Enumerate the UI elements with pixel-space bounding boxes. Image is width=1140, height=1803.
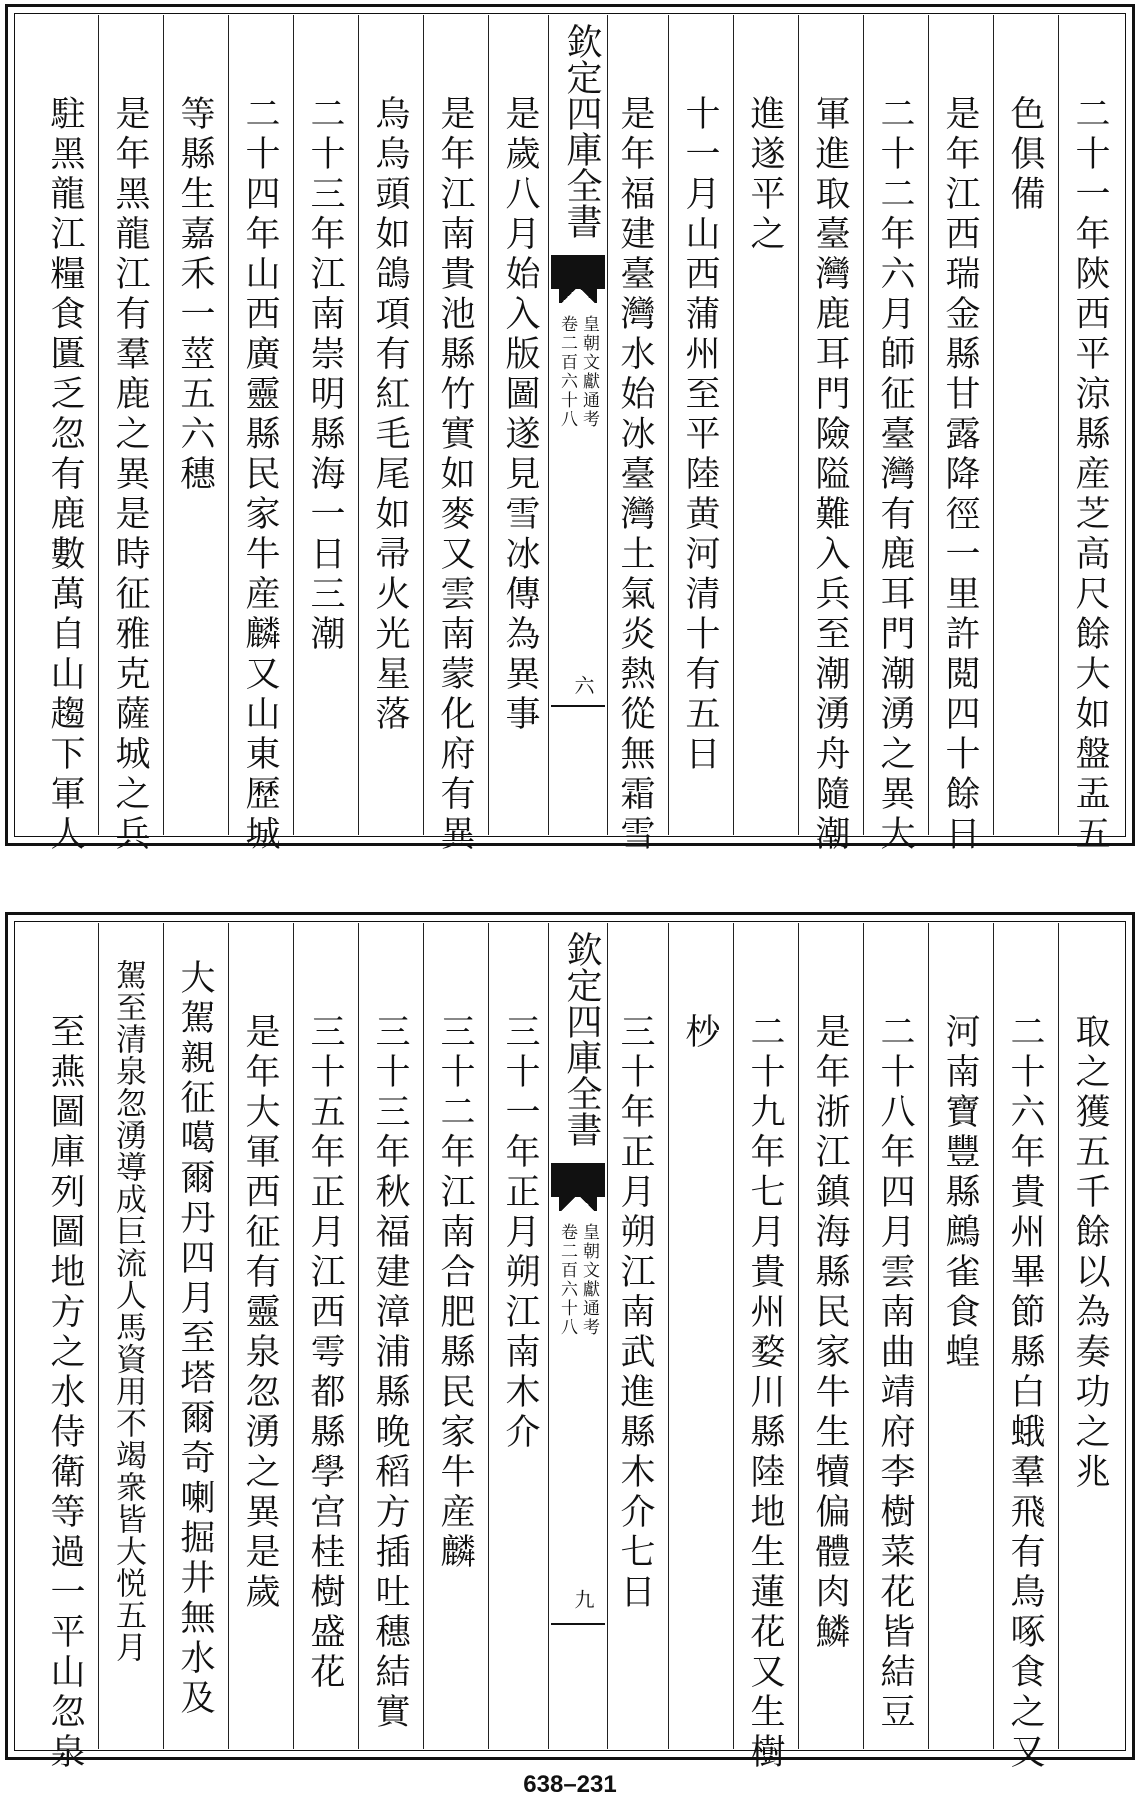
page-number: 638–231 bbox=[523, 1771, 617, 1798]
column-rule bbox=[228, 923, 229, 1749]
column-rule bbox=[488, 923, 489, 1749]
text-column: 二十九年七月貴州婺川縣陸地生蓮花又生樹 bbox=[745, 1013, 785, 1773]
text-column: 是歲八月始入版圖遂見雪冰傳為異事 bbox=[500, 95, 540, 735]
column-rule bbox=[423, 923, 424, 1749]
text-column: 三十三年秋福建漳浦縣晚稻方插吐穗結實 bbox=[370, 1013, 410, 1733]
column-rule bbox=[928, 15, 929, 835]
column-rule bbox=[863, 923, 864, 1749]
text-column: 河南寶豐縣鷓雀食蝗 bbox=[940, 1013, 980, 1373]
text-column: 進遂平之 bbox=[745, 95, 785, 255]
text-column: 是年黑龍江有羣鹿之異是時征雅克薩城之兵 bbox=[110, 95, 150, 855]
book-title: 欽定四庫全書 bbox=[561, 23, 602, 239]
volume-note: 卷二百六十八 bbox=[557, 315, 577, 429]
source-note: 皇朝文獻通考 bbox=[579, 1223, 599, 1337]
column-rule bbox=[733, 923, 734, 1749]
column-rule bbox=[993, 15, 994, 835]
column-rule bbox=[668, 15, 669, 835]
upper-page bbox=[5, 4, 1135, 855]
column-rule bbox=[98, 15, 99, 835]
text-column: 是年福建臺灣水始冰臺灣土氣炎熱從無霜雪 bbox=[615, 95, 655, 855]
lower-page bbox=[5, 912, 1135, 1773]
text-column: 是年浙江鎮海縣民家牛生犢偏體肉鱗 bbox=[810, 1013, 850, 1653]
column-rule bbox=[163, 923, 164, 1749]
folio-number: 九 bbox=[571, 1589, 595, 1609]
column-rule bbox=[798, 15, 799, 835]
fish-tail-ornament bbox=[551, 255, 605, 289]
text-column: 取之獲五千餘以為奏功之兆 bbox=[1070, 1013, 1110, 1493]
source-note: 皇朝文獻通考 bbox=[579, 315, 599, 429]
text-column: 三十年正月朔江南武進縣木介七日 bbox=[615, 1013, 655, 1613]
column-rule bbox=[358, 923, 359, 1749]
column-rule bbox=[228, 15, 229, 835]
text-column: 駐黑龍江糧食匱乏忽有鹿數萬自山趨下軍人 bbox=[45, 95, 85, 855]
text-column: 三十一年正月朔江南木介 bbox=[500, 1013, 540, 1453]
fish-tail-lower-ornament bbox=[551, 1623, 605, 1643]
book-title: 欽定四庫全書 bbox=[561, 931, 602, 1147]
column-rule bbox=[293, 923, 294, 1749]
text-column: 是年大軍西征有靈泉忽湧之異是歲 bbox=[240, 1013, 280, 1613]
text-column: 是年江西瑞金縣甘露降徑一里許閲四十餘日 bbox=[940, 95, 980, 855]
text-column: 烏烏頭如鴿項有紅毛尾如帚火光星落 bbox=[370, 95, 410, 735]
column-rule bbox=[1058, 15, 1059, 835]
text-column: 是年江南貴池縣竹實如麥又雲南蒙化府有異 bbox=[435, 95, 475, 855]
column-rule bbox=[1058, 923, 1059, 1749]
text-column: 二十六年貴州畢節縣白蛾羣飛有鳥啄食之又 bbox=[1005, 1013, 1045, 1773]
column-rule bbox=[733, 15, 734, 835]
column-rule bbox=[98, 923, 99, 1749]
column-rule bbox=[928, 923, 929, 1749]
center-fold-lower bbox=[548, 923, 608, 1749]
column-rule bbox=[488, 15, 489, 835]
text-column: 二十八年四月雲南曲靖府李樹菜花皆結豆 bbox=[875, 1013, 915, 1733]
text-column: 十一月山西蒲州至平陸黄河清十有五日 bbox=[680, 95, 720, 775]
text-column: 大駕親征噶爾丹四月至塔爾奇喇掘井無水及 bbox=[175, 959, 215, 1719]
text-column: 色俱備 bbox=[1005, 95, 1045, 215]
text-column: 二十四年山西廣靈縣民家牛産麟又山東歷城 bbox=[240, 95, 280, 855]
text-column: 等縣生嘉禾一莖五六穗 bbox=[175, 95, 215, 495]
center-fold-upper bbox=[548, 15, 608, 835]
column-rule bbox=[863, 15, 864, 835]
column-rule bbox=[668, 923, 669, 1749]
column-rule bbox=[163, 15, 164, 835]
text-column: 二十三年江南崇明縣海一日三潮 bbox=[305, 95, 345, 655]
text-column: 杪 bbox=[680, 1013, 720, 1053]
column-rule bbox=[798, 923, 799, 1749]
text-column: 至燕圖庫列圖地方之水侍衛等過一平山忽泉 bbox=[45, 1013, 85, 1773]
text-column: 軍進取臺灣鹿耳門險隘難入兵至潮湧舟隨潮 bbox=[810, 95, 850, 855]
fish-tail-ornament bbox=[551, 1163, 605, 1197]
fish-tail-lower-ornament bbox=[551, 705, 605, 725]
folio-number: 六 bbox=[571, 675, 595, 695]
text-column: 三十二年江南合肥縣民家牛産麟 bbox=[435, 1013, 475, 1573]
text-column: 二十二年六月師征臺灣有鹿耳門潮湧之異大 bbox=[875, 95, 915, 855]
column-rule bbox=[993, 923, 994, 1749]
column-rule bbox=[293, 15, 294, 835]
text-column: 駕至清泉忽湧導成巨流人馬資用不竭衆皆大悦五月 bbox=[110, 959, 146, 1663]
volume-note: 卷二百六十八 bbox=[557, 1223, 577, 1337]
text-column: 二十一年陝西平涼縣産芝高尺餘大如盤盂五 bbox=[1070, 95, 1110, 855]
column-rule bbox=[358, 15, 359, 835]
text-column: 三十五年正月江西雩都縣學宫桂樹盛花 bbox=[305, 1013, 345, 1693]
column-rule bbox=[423, 15, 424, 835]
